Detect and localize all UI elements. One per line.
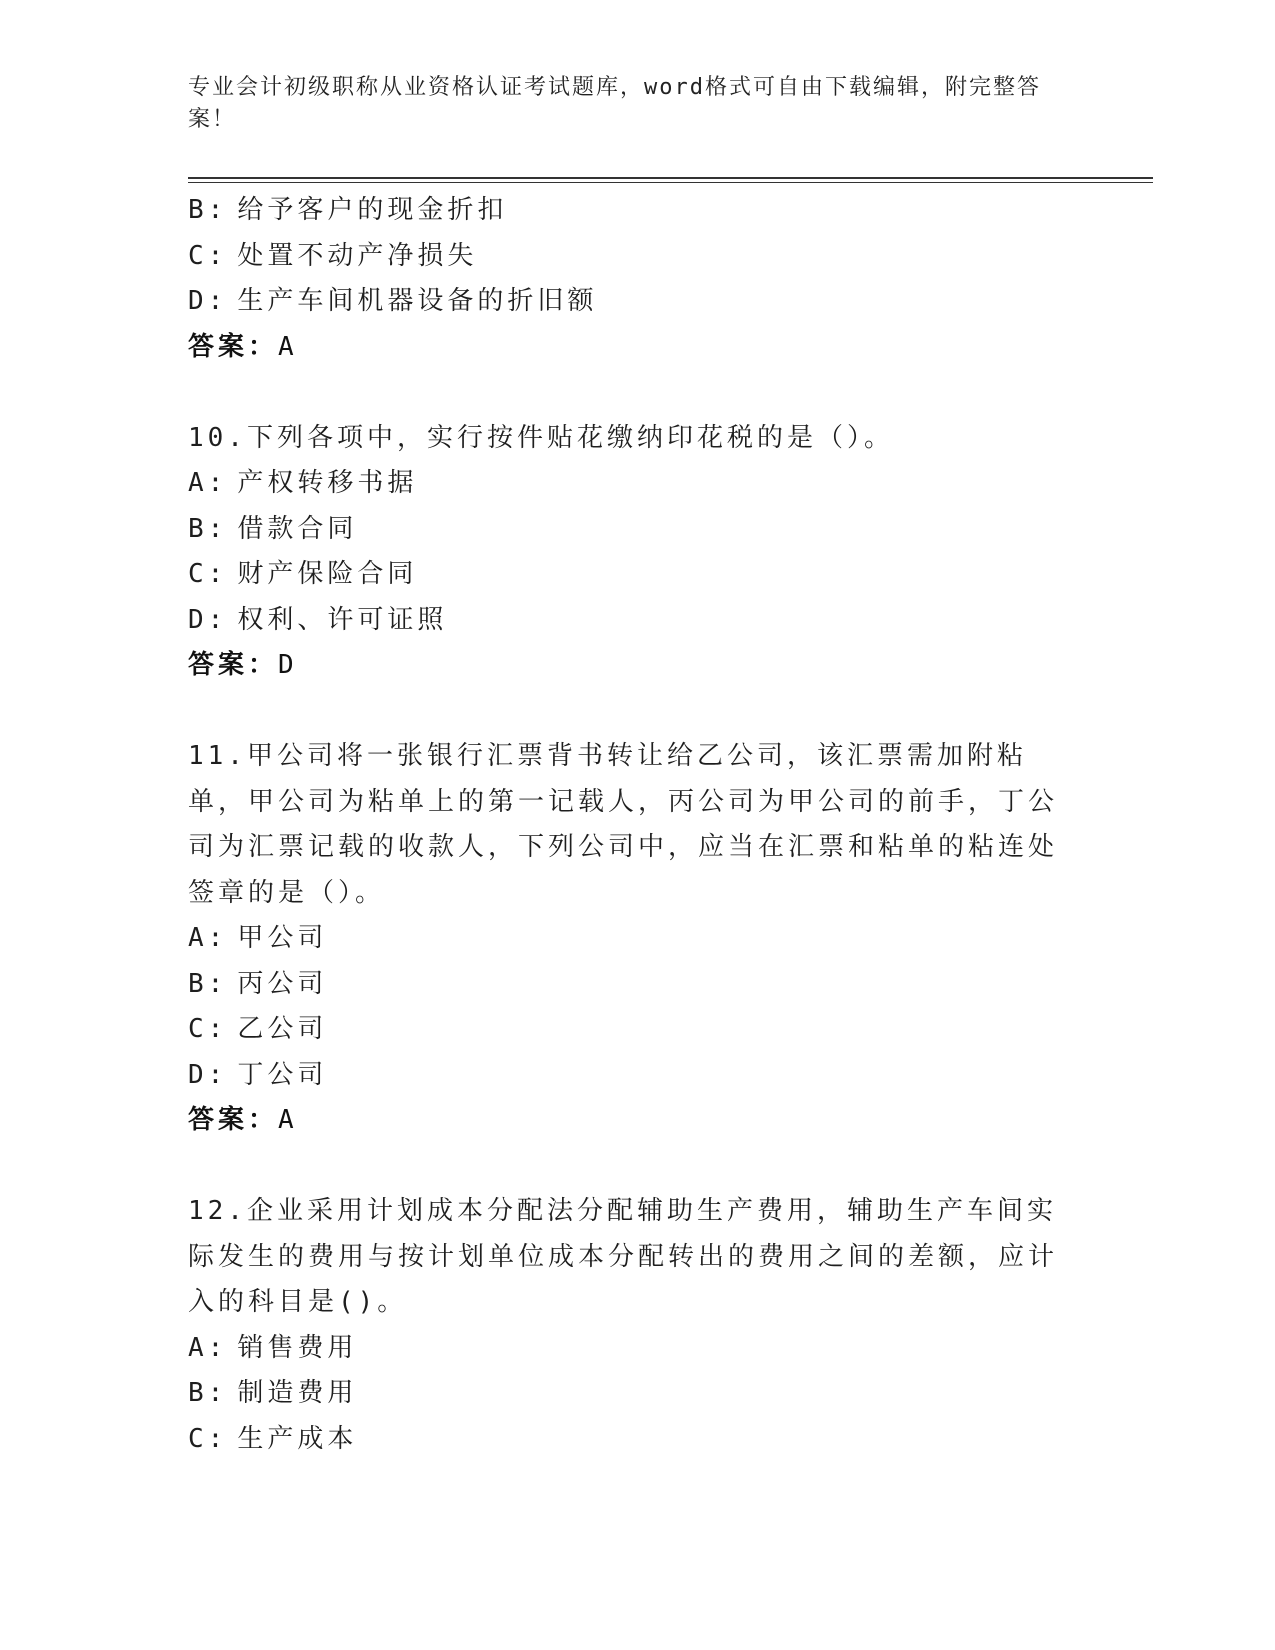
option-b: B: 给予客户的现金折扣 <box>188 195 508 225</box>
option-c: C: 财产保险合同 <box>188 559 418 589</box>
question-stem: 10.下列各项中，实行按件贴花缴纳印花税的是（）。 <box>188 422 894 453</box>
option-b: B: 制造费用 <box>188 1378 358 1408</box>
question-12 <box>188 1189 1088 1462</box>
answer: 答案：A <box>188 1105 298 1135</box>
header-rule-top <box>188 177 1153 179</box>
spacer <box>188 689 1088 735</box>
option-b: B: 丙公司 <box>188 968 328 999</box>
option-c: C: 处置不动产净损失 <box>188 240 478 271</box>
spacer <box>188 370 1088 416</box>
question-list <box>188 188 1088 1462</box>
option-d: D: 权利、许可证照 <box>188 604 448 635</box>
question-stem: 11.甲公司将一张银行汇票背书转让给乙公司，该汇票需加附粘单，甲公司为粘单上的第一记载人，丙公司为甲公司的前手，丁公司为汇票记载的收款人，下列公司中，应当在汇票和粘单的粘连处签章的是（）。 <box>188 741 1059 908</box>
option-d: D: 生产车间机器设备的折旧额 <box>188 286 598 316</box>
header-rule-bottom <box>188 182 1153 183</box>
option-a: A: 甲公司 <box>188 923 328 953</box>
option-c: C: 乙公司 <box>188 1014 328 1044</box>
option-a: A: 产权转移书据 <box>188 468 418 498</box>
answer: 答案：A <box>188 331 298 362</box>
answer: 答案：D <box>188 650 298 680</box>
question-11 <box>188 734 1088 1144</box>
spacer <box>188 1144 1088 1190</box>
question-prev <box>188 188 1088 370</box>
option-b: B: 借款合同 <box>188 513 358 544</box>
option-a: A: 销售费用 <box>188 1332 358 1363</box>
page-header: 专业会计初级职称从业资格认证考试题库，word格式可自由下载编辑，附完整答案！ <box>188 75 1041 132</box>
question-stem: 12.企业采用计划成本分配法分配辅助生产费用，辅助生产车间实际发生的费用与按计划单位成本分配转出的费用之间的差额，应计入的科目是()。 <box>188 1196 1059 1317</box>
question-10 <box>188 416 1088 689</box>
option-c: C: 生产成本 <box>188 1423 358 1454</box>
option-d: D: 丁公司 <box>188 1059 328 1090</box>
